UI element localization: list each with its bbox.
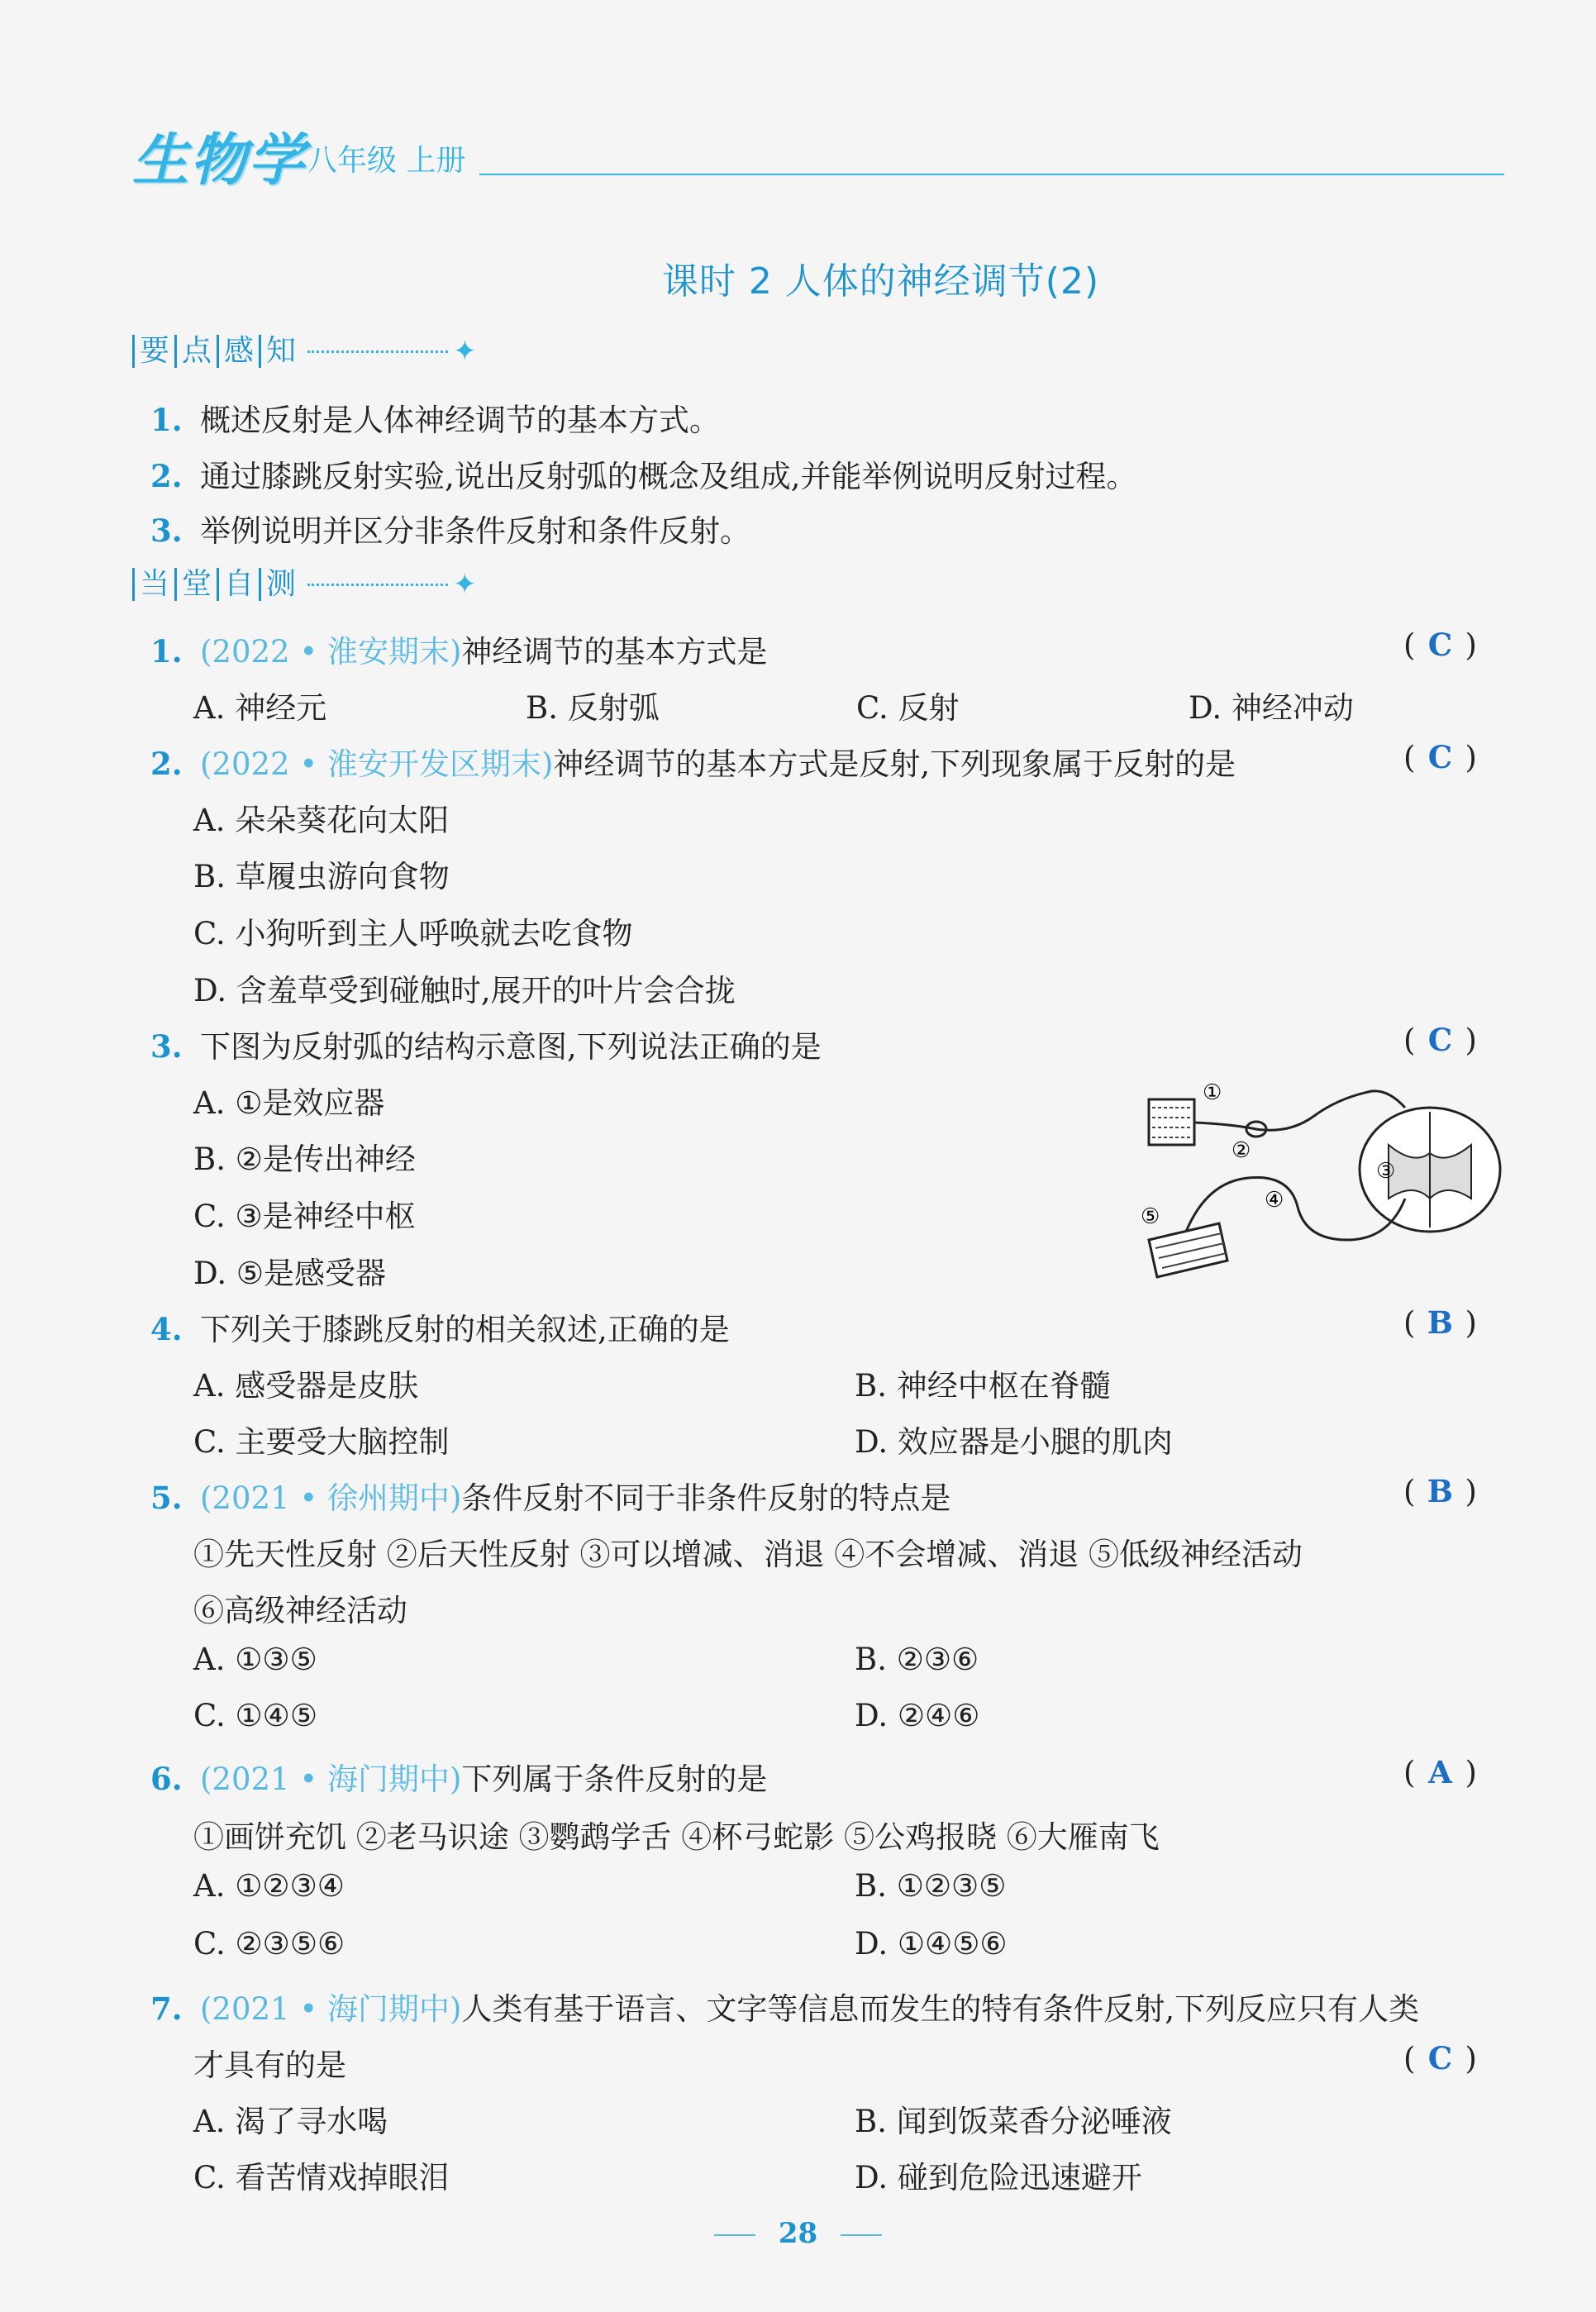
key-point: 3. 举例说明并区分非条件反射和条件反射。 [150, 512, 750, 549]
section-char: 要 [132, 335, 174, 368]
page-footer [0, 2217, 1596, 2250]
answer-bracket: ( B ) [1403, 1304, 1477, 1341]
footer-dash [841, 2234, 882, 2236]
option: D. 效应器是小腿的肌肉 [855, 1424, 1173, 1460]
answer-bracket: ( C ) [1403, 1022, 1477, 1058]
question-stem-continued: 才具有的是 [193, 2047, 346, 2083]
page-header [132, 116, 1504, 193]
option: A. ①③⑤ [193, 1642, 317, 1677]
header-rule [479, 174, 1504, 175]
subject-title: 生物学 [132, 128, 307, 193]
option: A. 神经元 [193, 690, 327, 726]
diagram-label: ② [1232, 1138, 1251, 1163]
sparkle-icon: ✦ [453, 568, 477, 601]
key-point: 1. 概述反射是人体神经调节的基本方式。 [150, 402, 720, 438]
receptor-shape [1149, 1099, 1194, 1145]
effector-shape [1149, 1223, 1227, 1277]
option: B. 神经中枢在脊髓 [855, 1368, 1111, 1404]
question-stem: 5. (2021 • 徐州期中)条件反射不同于非条件反射的特点是 [150, 1480, 951, 1516]
option: D. ②④⑥ [855, 1698, 980, 1733]
sparkle-icon: ✦ [453, 335, 477, 368]
lesson-title: 课时 2 人体的神经调节(2) [661, 260, 1100, 303]
section-char: 测 [259, 568, 301, 601]
option: A. 渴了寻水喝 [193, 2104, 388, 2139]
section-char: 感 [217, 335, 259, 368]
answer-bracket: ( C ) [1403, 739, 1477, 775]
option: B. 草履虫游向食物 [193, 859, 450, 894]
option: C. 看苦情戏掉眼泪 [193, 2160, 450, 2195]
question-statements: ①画饼充饥 ②老马识途 ③鹦鹉学舌 ④杯弓蛇影 ⑤公鸡报晓 ⑥大雁南飞 [193, 1819, 1160, 1855]
option: C. ③是神经中枢 [193, 1199, 416, 1234]
answer-bracket: ( B ) [1403, 1473, 1477, 1509]
option: C. ②③⑤⑥ [193, 1926, 345, 1962]
section-char: 自 [217, 568, 259, 601]
section-char: 点 [174, 335, 217, 368]
diagram-label: ⑤ [1141, 1204, 1160, 1229]
dotted-rule [307, 350, 448, 353]
question-stem: 3. 下图为反射弧的结构示意图,下列说法正确的是 [150, 1028, 822, 1065]
diagram-label: ① [1203, 1080, 1222, 1105]
option: D. ⑤是感受器 [193, 1256, 387, 1291]
option: C. 小狗听到主人呼唤就去吃食物 [193, 916, 633, 951]
option: C. ①④⑤ [193, 1698, 318, 1733]
section-key-points-header [132, 331, 477, 372]
option: C. 主要受大脑控制 [193, 1424, 450, 1460]
option: C. 反射 [856, 690, 960, 726]
section-char: 当 [132, 568, 174, 601]
answer-bracket: ( C ) [1403, 2040, 1477, 2076]
diagram-label: ③ [1376, 1159, 1396, 1184]
option: B. 闻到饭菜香分泌唾液 [855, 2104, 1172, 2139]
question-statements: ⑥高级神经活动 [193, 1593, 407, 1628]
answer-bracket: ( A ) [1403, 1754, 1477, 1790]
afferent-nerve [1194, 1091, 1405, 1130]
option: B. 反射弧 [526, 690, 660, 726]
grade-label: 八年级 上册 [307, 144, 466, 178]
diagram-label: ④ [1265, 1188, 1284, 1213]
section-char: 堂 [174, 568, 217, 601]
option: D. ①④⑤⑥ [855, 1926, 1008, 1962]
question-stem: 4. 下列关于膝跳反射的相关叙述,正确的是 [150, 1311, 730, 1347]
option: B. ②③⑥ [855, 1642, 979, 1677]
option: D. 神经冲动 [1189, 690, 1354, 726]
page-number: 28 [778, 2217, 818, 2250]
option: A. ①是效应器 [193, 1085, 385, 1121]
dotted-rule [307, 584, 448, 586]
question-stem: 2. (2022 • 淮安开发区期末)神经调节的基本方式是反射,下列现象属于反射的是 [150, 746, 1236, 782]
footer-dash [714, 2234, 755, 2236]
question-stem: 6. (2021 • 海门期中)下列属于条件反射的是 [150, 1761, 768, 1797]
option: B. ①②③⑤ [855, 1868, 1007, 1904]
option: A. 朵朵葵花向太阳 [193, 803, 450, 838]
question-stem: 1. (2022 • 淮安期末)神经调节的基本方式是 [150, 633, 768, 670]
option: A. ①②③④ [193, 1868, 345, 1904]
option: A. 感受器是皮肤 [193, 1368, 419, 1404]
reflex-arc-diagram [1141, 1075, 1508, 1289]
key-point: 2. 通过膝跳反射实验,说出反射弧的概念及组成,并能举例说明反射过程。 [150, 458, 1137, 494]
option: B. ②是传出神经 [193, 1142, 416, 1177]
answer-bracket: ( C ) [1403, 627, 1477, 663]
question-statements: ①先天性反射 ②后天性反射 ③可以增减、消退 ④不会增减、消退 ⑤低级神经活动 [193, 1537, 1303, 1572]
option: D. 碰到危险迅速避开 [855, 2160, 1142, 2195]
question-stem: 7. (2021 • 海门期中)人类有基于语言、文字等信息而发生的特有条件反射,下列反应只有人类 [150, 1990, 1420, 2027]
section-self-test-header [132, 564, 477, 605]
section-char: 知 [259, 335, 301, 368]
option: D. 含羞草受到碰触时,展开的叶片会合拢 [193, 973, 736, 1008]
